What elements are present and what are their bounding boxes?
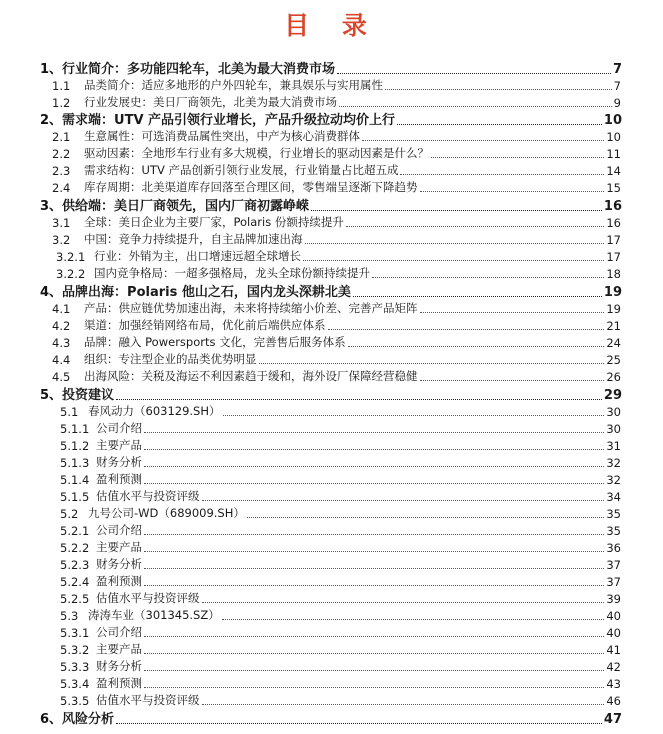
toc-title: 行业：外销为主，出口增速远超全球增长 [94,249,301,263]
toc-entry-4-3[interactable] [52,335,621,350]
toc-title: 需求结构：UTV 产品创新引领行业发展，行业销量占比超五成 [84,163,399,177]
toc-page: 18 [606,267,621,281]
toc-title: 财务分析 [96,557,142,571]
toc-title: 春风动力（603129.SH） [88,404,221,418]
toc-title: 估值水平与投资评级 [96,591,200,605]
toc-entry-3-2-1[interactable] [56,249,621,264]
toc-entry-5-1[interactable] [60,404,621,419]
toc-entry-5-3-2[interactable] [60,642,621,657]
dot-leader [144,449,604,450]
dot-leader [144,483,604,484]
toc-entry-5-1-2[interactable] [60,438,621,453]
toc-entry-5-2-3[interactable] [60,557,621,572]
toc-title: 盈利预测 [96,676,142,690]
toc-page: 41 [606,643,621,657]
toc-title: 行业简介：多功能四轮车，北美为最大消费市场 [62,62,336,77]
dot-leader [259,363,605,364]
toc-page: 47 [603,712,622,727]
dot-leader [144,687,604,688]
toc-entry-2-1[interactable] [52,129,621,144]
toc-entry-5-3-4[interactable] [60,676,621,691]
toc-number: 3.2.2 [56,267,86,281]
toc-page: 40 [606,626,621,640]
toc-entry-5-2[interactable] [60,506,621,521]
toc-page: 31 [606,439,621,453]
toc-entry-2[interactable] [40,110,622,128]
toc-page: 36 [606,541,621,555]
toc-page: 7 [612,62,622,77]
dot-leader [223,415,605,416]
toc-entry-3-2-2[interactable] [56,266,621,281]
dot-leader [420,191,605,192]
toc-entry-4[interactable] [40,282,622,300]
toc-entry-2-4[interactable] [52,180,621,195]
toc-entry-4-5[interactable] [52,369,621,384]
toc-page: 46 [606,694,621,708]
dot-leader [247,517,604,518]
toc-number: 5.3.4 [60,677,90,691]
toc-title: 组织：专注型企业的品类优势明显 [84,352,257,366]
toc-entry-4-1[interactable] [52,301,621,316]
toc-number: 5.3.3 [60,660,90,674]
toc-number: 5.3.5 [60,694,90,708]
toc-title: 国内竞争格局：一超多强格局，龙头全球份额持续提升 [94,266,370,280]
toc-title: 盈利预测 [96,472,142,486]
dot-leader [372,277,604,278]
dot-leader [397,124,602,125]
toc-title: 主要产品 [96,540,142,554]
toc-entry-1[interactable] [40,59,622,77]
toc-title: 财务分析 [96,455,142,469]
toc-number: 5.2.2 [60,541,90,555]
dot-leader [362,140,604,141]
toc-page: 42 [606,660,621,674]
toc-number: 4.5 [52,370,71,384]
toc-page: 43 [606,677,621,691]
toc-title: 产品：供应链优势加速出海，未来将持续缩小价差、完善产品矩阵 [84,301,418,315]
toc-number: 5、 [40,388,63,403]
toc-page: 21 [606,319,621,333]
toc-number: 1.1 [52,79,71,93]
toc-title: 品类简介：适应多地形的户外四轮车，兼具娱乐与实用属性 [84,78,383,92]
toc-number: 5.1.5 [60,490,90,504]
toc-number: 4.2 [52,319,71,333]
dot-leader [116,723,602,724]
toc-page: 11 [606,147,621,161]
toc-title: 估值水平与投资评级 [96,489,200,503]
toc-entry-6[interactable] [40,709,622,727]
toc-title: 品牌：融入 Powersports 文化，完善售后服务体系 [84,335,346,349]
toc-entry-5-1-1[interactable] [60,421,621,436]
toc-entry-5-2-5[interactable] [60,591,621,606]
toc-number: 5.2 [60,507,79,521]
toc-number: 4.1 [52,302,71,316]
toc-page: 25 [606,353,621,367]
dot-leader [337,73,611,74]
toc-number: 4、 [40,285,63,300]
toc-page: 7 [613,79,621,93]
toc-title: 公司介绍 [96,421,142,435]
toc-page: 24 [606,336,621,350]
toc-entry-5-1-3[interactable] [60,455,621,470]
toc-page: 35 [606,524,621,538]
toc-number: 5.1.2 [60,439,90,453]
toc-number: 1.2 [52,96,71,110]
toc-entry-5-2-2[interactable] [60,540,621,555]
toc-number: 2.3 [52,164,71,178]
toc-entry-5-3-1[interactable] [60,625,621,640]
toc-page: 35 [606,507,621,521]
toc-entry-3-1[interactable] [52,215,621,230]
toc-page: 37 [606,575,621,589]
toc-number: 5.3 [60,609,79,623]
toc-entry-5-3-5[interactable] [60,693,621,708]
toc-entry-4-4[interactable] [52,352,621,367]
toc-title: 主要产品 [96,438,142,452]
toc-entry-2-2[interactable] [52,146,621,161]
toc-page: 10 [606,130,621,144]
toc-title: 库存周期：北美渠道库存回落至合理区间，零售端呈逐渐下降趋势 [84,180,418,194]
dot-leader [144,653,604,654]
toc-page: 37 [606,558,621,572]
dot-leader [303,260,604,261]
page-title: 目 录 [284,11,379,40]
toc-number: 5.2.3 [60,558,90,572]
toc-number: 4.4 [52,353,71,367]
toc-title: 九号公司-WD（689009.SH） [88,506,245,520]
toc-title: 公司介绍 [96,625,142,639]
toc-title: 行业发展史：美日厂商领先，北美为最大消费市场 [84,95,337,109]
toc-page: 34 [606,490,621,504]
toc-entry-5[interactable] [40,385,622,403]
dot-leader [144,432,604,433]
toc-title: 涛涛车业（301345.SZ） [88,608,220,622]
toc-title: 生意属性：可选消费品属性突出，中产为核心消费群体 [84,129,360,143]
toc-title: 公司介绍 [96,523,142,537]
toc-entry-4-2[interactable] [52,318,621,333]
toc-title: 盈利预测 [96,574,142,588]
toc-number: 1、 [40,62,63,77]
dot-leader [328,329,605,330]
toc-page: 9 [613,96,621,110]
toc-page: 29 [603,388,622,403]
dot-leader [144,551,604,552]
toc-number: 5.3.1 [60,626,90,640]
toc-entry-3-2[interactable] [52,232,621,247]
toc-number: 5.1 [60,405,79,419]
toc-page: 30 [606,405,621,419]
dot-leader [222,619,605,620]
dot-leader [144,585,604,586]
dot-leader [346,226,604,227]
toc-title: 品牌出海：Polaris 他山之石，国内龙头深耕北美 [62,285,351,300]
toc-number: 2.1 [52,130,71,144]
toc-number: 5.1.1 [60,422,90,436]
toc-page: 16 [606,216,621,230]
dot-leader [353,296,602,297]
dot-leader [339,106,612,107]
toc-number: 5.1.3 [60,456,90,470]
toc-page: 17 [606,233,621,247]
toc-number: 5.2.5 [60,592,90,606]
dot-leader [202,602,605,603]
toc-page: 15 [606,181,621,195]
toc-title: 渠道：加强经销网络布局，优化前后端供应体系 [84,318,326,332]
dot-leader [144,636,604,637]
toc-page: 39 [606,592,621,606]
toc-number: 5.1.4 [60,473,90,487]
toc-page: 14 [606,164,621,178]
toc-entry-5-3-3[interactable] [60,659,621,674]
toc-number: 4.3 [52,336,71,350]
toc-number: 2.4 [52,181,71,195]
dot-leader [385,89,612,90]
dot-leader [144,534,604,535]
toc-title: 出海风险：关税及海运不利因素趋于缓和，海外设厂保障经营稳健 [84,369,418,383]
toc-number: 3.1 [52,216,71,230]
dot-leader [202,500,605,501]
toc-number: 5.3.2 [60,643,90,657]
dot-leader [144,670,604,671]
toc-number: 3.2.1 [56,250,86,264]
toc-title: 主要产品 [96,642,142,656]
toc-number: 2、 [40,113,63,128]
dot-leader [431,157,604,158]
toc-entry-2-3[interactable] [52,163,621,178]
toc-page: 16 [603,199,622,214]
dot-leader [400,174,604,175]
toc-number: 5.2.1 [60,524,90,538]
toc-entry-5-2-4[interactable] [60,574,621,589]
toc-page: 26 [606,370,621,384]
toc-page: 40 [606,609,621,623]
toc-title: 风险分析 [62,712,115,727]
toc-page: 19 [603,285,622,300]
toc-title: 需求端：UTV 产品引领行业增长，产品升级拉动均价上行 [62,113,396,128]
toc-entry-3[interactable] [40,196,622,214]
dot-leader [144,466,604,467]
toc-title: 中国：竞争力持续提升，自主品牌加速出海 [84,232,303,246]
dot-leader [116,399,602,400]
dot-leader [420,312,605,313]
toc-number: 5.2.4 [60,575,90,589]
toc-number: 3、 [40,199,63,214]
dot-leader [305,243,605,244]
toc-title: 财务分析 [96,659,142,673]
toc-entry-5-2-1[interactable] [60,523,621,538]
toc-title: 驱动因素：全地形车行业有多大规模，行业增长的驱动因素是什么？ [84,146,429,160]
dot-leader [348,346,605,347]
toc-title: 投资建议 [62,388,115,403]
dot-leader [311,210,602,211]
dot-leader [202,704,605,705]
toc-entry-1-1[interactable] [52,78,621,93]
toc-page: 10 [603,113,622,128]
toc-page: 17 [606,250,621,264]
dot-leader [420,380,605,381]
toc-page: 30 [606,422,621,436]
dot-leader [144,568,604,569]
toc-title: 全球：美日企业为主要厂家，Polaris 份额持续提升 [84,215,344,229]
toc-number: 2.2 [52,147,71,161]
toc-number: 3.2 [52,233,71,247]
toc-entry-5-1-4[interactable] [60,472,621,487]
toc-entry-5-3[interactable] [60,608,621,623]
toc-page: 32 [606,473,621,487]
toc-entry-5-1-5[interactable] [60,489,621,504]
toc-number: 6、 [40,712,63,727]
toc-page: 19 [606,302,621,316]
toc-title: 供给端：美日厂商领先，国内厂商初露峥嵘 [62,199,310,214]
toc-title: 估值水平与投资评级 [96,693,200,707]
toc-entry-1-2[interactable] [52,95,621,110]
toc-page: 32 [606,456,621,470]
